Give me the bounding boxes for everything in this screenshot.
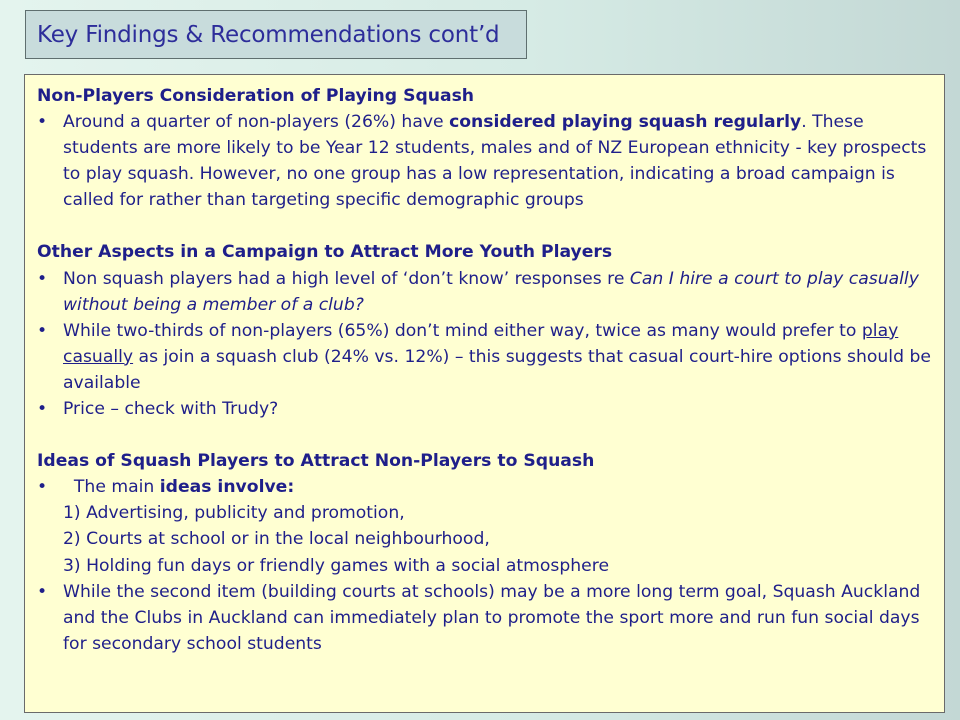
idea-item-3: 3) Holding fun days or friendly games with a social atmosphere [63,555,610,576]
bullet-play-casually [37,318,932,396]
bullet-text: Non squash players had a high level of ‘don’t know’ responses re [63,268,630,289]
bullet-text: The main [63,477,160,498]
spacer [37,213,932,239]
section-heading-non-players: Non-Players Consideration of Playing Squash [37,86,475,106]
bullet-consideration [37,109,932,213]
bullet-main-ideas [37,474,932,500]
ideas-list-continued [37,579,932,657]
bullet-price: • Price – check with Trudy? [37,396,932,422]
bullet-italic-text: Can I hire a court to play casually without being a member of a club? [63,268,919,315]
bullet-text: While two-thirds of non-players (65%) don’t mind either way, twice as many would prefer to [63,320,862,341]
bullet-text: Around a quarter of non-players (26%) have [63,112,450,133]
bullet-text: as join a squash club (24% vs. 12%) – this suggests that casual court-hire options should be available [63,346,931,393]
bullet-second-item: • While the second item (building courts at schools) may be a more long term goal, Squash Auckland and the Clubs in Auckland can immediately plan to promote the sport more and run fun social days for secondary school students [37,579,932,657]
idea-item-1: 1) Advertising, publicity and promotion, [63,503,405,524]
idea-item-2: 2) Courts at school or in the local neighbourhood, [63,529,490,550]
spacer [37,422,932,448]
content-panel [24,74,945,713]
bullet-dont-know [37,266,932,318]
section-heading-campaign-aspects: Other Aspects in a Campaign to Attract More Youth Players [37,242,613,263]
slide-title-text: Key Findings & Recommendations cont’d [37,21,500,48]
bullet-bold-text: considered playing squash regularly [449,112,802,133]
bullet-bold-text: ideas involve: [159,477,295,498]
bullet-text: . These students are more likely to be Year 12 students, males and of NZ European ethnicity - key prospects to play squash. However, no one group has a low representation, indicating a broad campaign is called for rather than targeting specific demographic groups [63,112,927,211]
ideas-list [37,474,932,500]
non-players-list [37,109,932,213]
slide-title [25,10,527,59]
bullet-underlined-text: play casually [63,320,899,367]
section-heading-ideas: Ideas of Squash Players to Attract Non-Players to Squash [37,451,595,472]
campaign-aspects-list [37,266,932,423]
